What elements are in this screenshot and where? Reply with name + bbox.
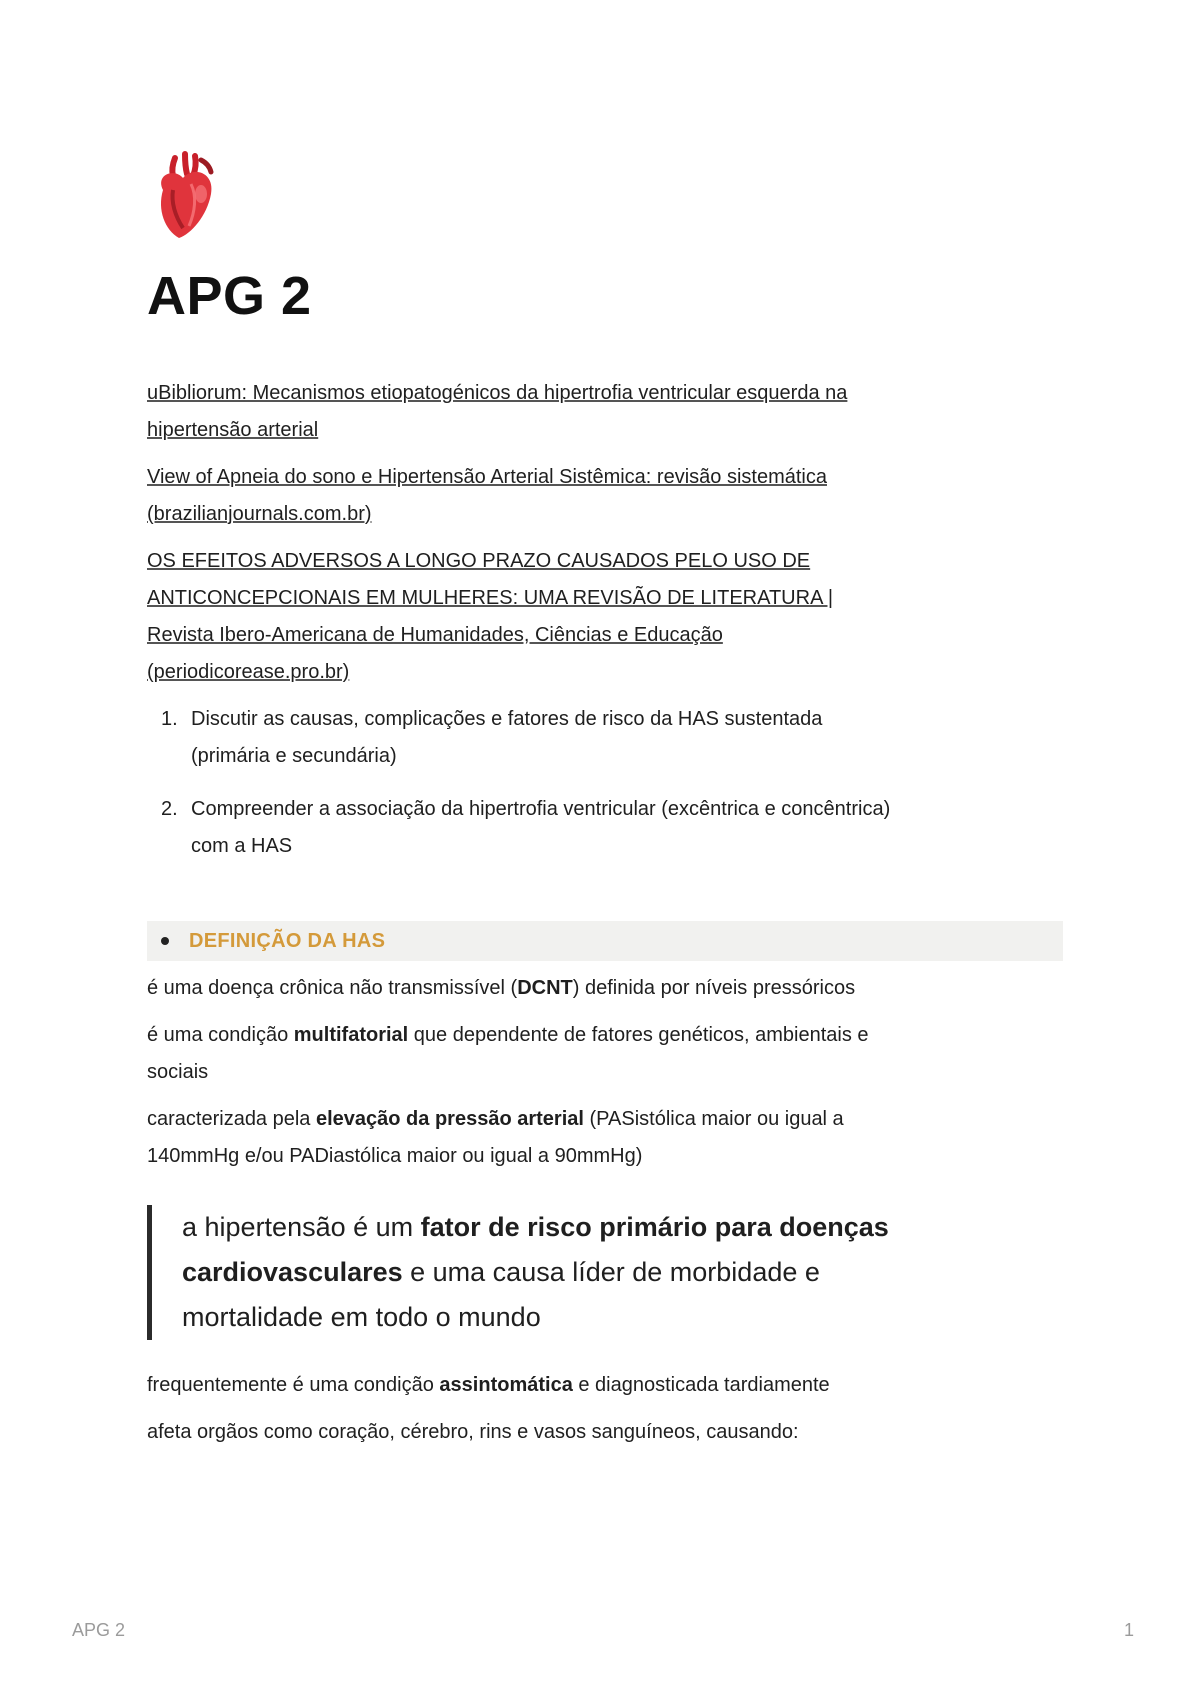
link-text: (brazilianjournals.com.br) <box>147 503 372 525</box>
list-item <box>147 791 1063 865</box>
paragraph-dcnt: é uma doença crônica não transmissível (DCNT) definida por níveis pressóricos <box>147 977 856 999</box>
list-item-text: com a HAS <box>191 835 293 857</box>
page-title: APG 2 <box>147 266 312 326</box>
link-text: uBibliorum: Mecanismos etiopatogénicos da hipertrofia ventricular esquerda na <box>147 382 848 404</box>
list-item-text: Discutir as causas, complicações e fatores de risco da HAS sustentada <box>191 708 823 730</box>
link-text: Revista Ibero-Americana de Humanidades, Ciências e Educação <box>147 624 723 646</box>
paragraph-assintomatica: frequentemente é uma condição assintomática e diagnosticada tardiamente <box>147 1374 830 1396</box>
reference-links <box>147 375 1063 691</box>
link-text: ANTICONCEPCIONAIS EM MULHERES: UMA REVISÃO DE LITERATURA | <box>147 587 834 609</box>
list-item-text: Compreender a associação da hipertrofia ventricular (excêntrica e concêntrica) <box>191 798 891 820</box>
quote-block: a hipertensão é um fator de risco primário para doenças cardiovasculares e uma causa líder de morbidade e mortalidade em todo o mundo <box>147 1205 1002 1340</box>
link-text: View of Apneia do sono e Hipertensão Arterial Sistêmica: revisão sistemática <box>147 466 827 488</box>
learning-goals-list <box>147 701 1063 865</box>
document-page <box>147 150 1063 1461</box>
bullet-icon <box>161 937 169 945</box>
paragraph-orgaos: afeta orgãos como coração, cérebro, rins e vasos sanguíneos, causando: <box>147 1421 799 1443</box>
footer-page-number: 1 <box>1123 1620 1134 1640</box>
anatomical-heart-icon <box>145 150 225 242</box>
paragraph-elevacao: caracterizada pela elevação da pressão arterial (PASistólica maior ou igual a 140mmHg e/ou PADiastólica maior ou igual a 90mmHg) <box>147 1108 844 1167</box>
reference-link-ubibliorum[interactable] <box>147 375 1063 449</box>
toggle-heading-definicao[interactable] <box>147 921 1063 961</box>
footer-page-title: APG 2 <box>72 1620 126 1640</box>
list-item <box>147 701 1063 775</box>
list-number: 2. <box>161 798 178 820</box>
section-heading-text: DEFINIÇÃO DA HAS <box>189 929 386 952</box>
link-text: hipertensão arterial <box>147 419 319 441</box>
link-text: OS EFEITOS ADVERSOS A LONGO PRAZO CAUSADOS PELO USO DE <box>147 550 811 572</box>
reference-link-brazilianjournals[interactable] <box>147 459 1063 533</box>
list-item-text: (primária e secundária) <box>191 745 397 767</box>
reference-link-periodicorease[interactable] <box>147 543 1063 691</box>
list-number: 1. <box>161 708 178 730</box>
paragraph-multifatorial: é uma condição multifatorial que dependente de fatores genéticos, ambientais e sociais <box>147 1024 869 1083</box>
link-text: (periodicorease.pro.br) <box>147 661 350 683</box>
